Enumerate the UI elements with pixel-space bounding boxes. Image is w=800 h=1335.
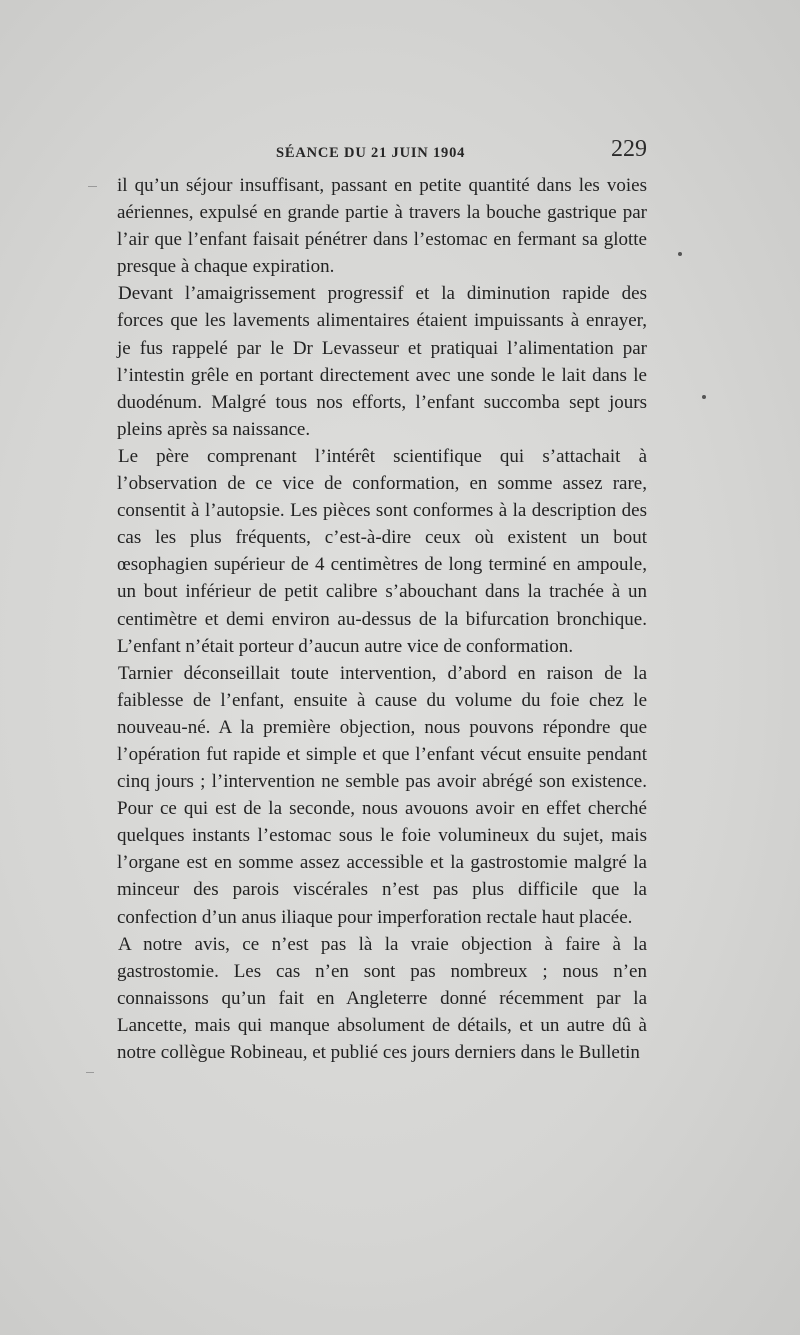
ink-speck	[702, 395, 706, 399]
body-text	[117, 172, 647, 1066]
paragraph-5: A notre avis, ce n’est pas là la vraie objection à faire à la gastrostomie. Les cas n’en sont pas nombreux ; nous n’en connaissons qu’un fait en Angleterre donné récemment par la Lancette, mais qui manque absolument de détails, et un autre dû à notre collègue Robineau, et publié ces jours derniers dans le Bulletin	[117, 933, 647, 1063]
paragraph-2: Devant l’amaigrissement progressif et la diminution rapide des forces que les lavements alimentaires étaient impuissants à enrayer, je fus rappelé par le Dr Levasseur et pratiquai l’alimentation par l’intestin grêle en portant directement avec une sonde le lait dans le duodénum. Malgré tous nos efforts, l’enfant succomba sept jours pleins après sa naissance.	[117, 283, 647, 440]
paragraph-1: il qu’un séjour insuffisant, passant en petite quantité dans les voies aériennes, expulsé en grande partie à travers la bouche gastrique par l’air que l’enfant faisait pénétrer dans l’estomac en fermant sa glotte presque à chaque expiration.	[117, 175, 647, 278]
margin-mark	[88, 186, 97, 187]
running-head	[0, 136, 800, 169]
margin-mark	[86, 1072, 94, 1073]
ink-speck	[678, 252, 682, 256]
running-head-title: SÉANCE DU 21 JUIN 1904	[276, 145, 466, 161]
paragraph-4: Tarnier déconseillait toute intervention, d’abord en raison de la faiblesse de l’enfant, ensuite à cause du volume du foie chez le nouveau-né. A la première objection, nous pouvons répondre que l’opération fut rapide et simple et que l’enfant vécut ensuite pendant cinq jours ; l’intervention ne semble pas avoir abrégé son existence. Pour ce qui est de la seconde, nous avouons avoir en effet cherché quelques instants l’estomac sous le foie volumineux du sujet, mais l’organe est en somme assez accessible et la gastrostomie malgré la minceur des parois viscérales n’est pas plus difficile que la confection d’un anus iliaque pour imperforation rectale haut placée.	[117, 662, 647, 928]
page-number: 229	[611, 136, 647, 162]
paragraph-3: Le père comprenant l’intérêt scientifique qui s’attachait à l’observation de ce vice de conformation, en somme assez rare, consentit à l’autopsie. Les pièces sont conformes à la description des cas les plus fréquents, c’est-à-dire ceux où existent un bout œsophagien supérieur de 4 centimètres de long terminé en ampoule, un bout inférieur de petit calibre s’abouchant dans la trachée à un centimètre et demi environ au-dessus de la bifurcation bronchique. L’enfant n’était porteur d’aucun autre vice de conformation.	[117, 445, 647, 657]
